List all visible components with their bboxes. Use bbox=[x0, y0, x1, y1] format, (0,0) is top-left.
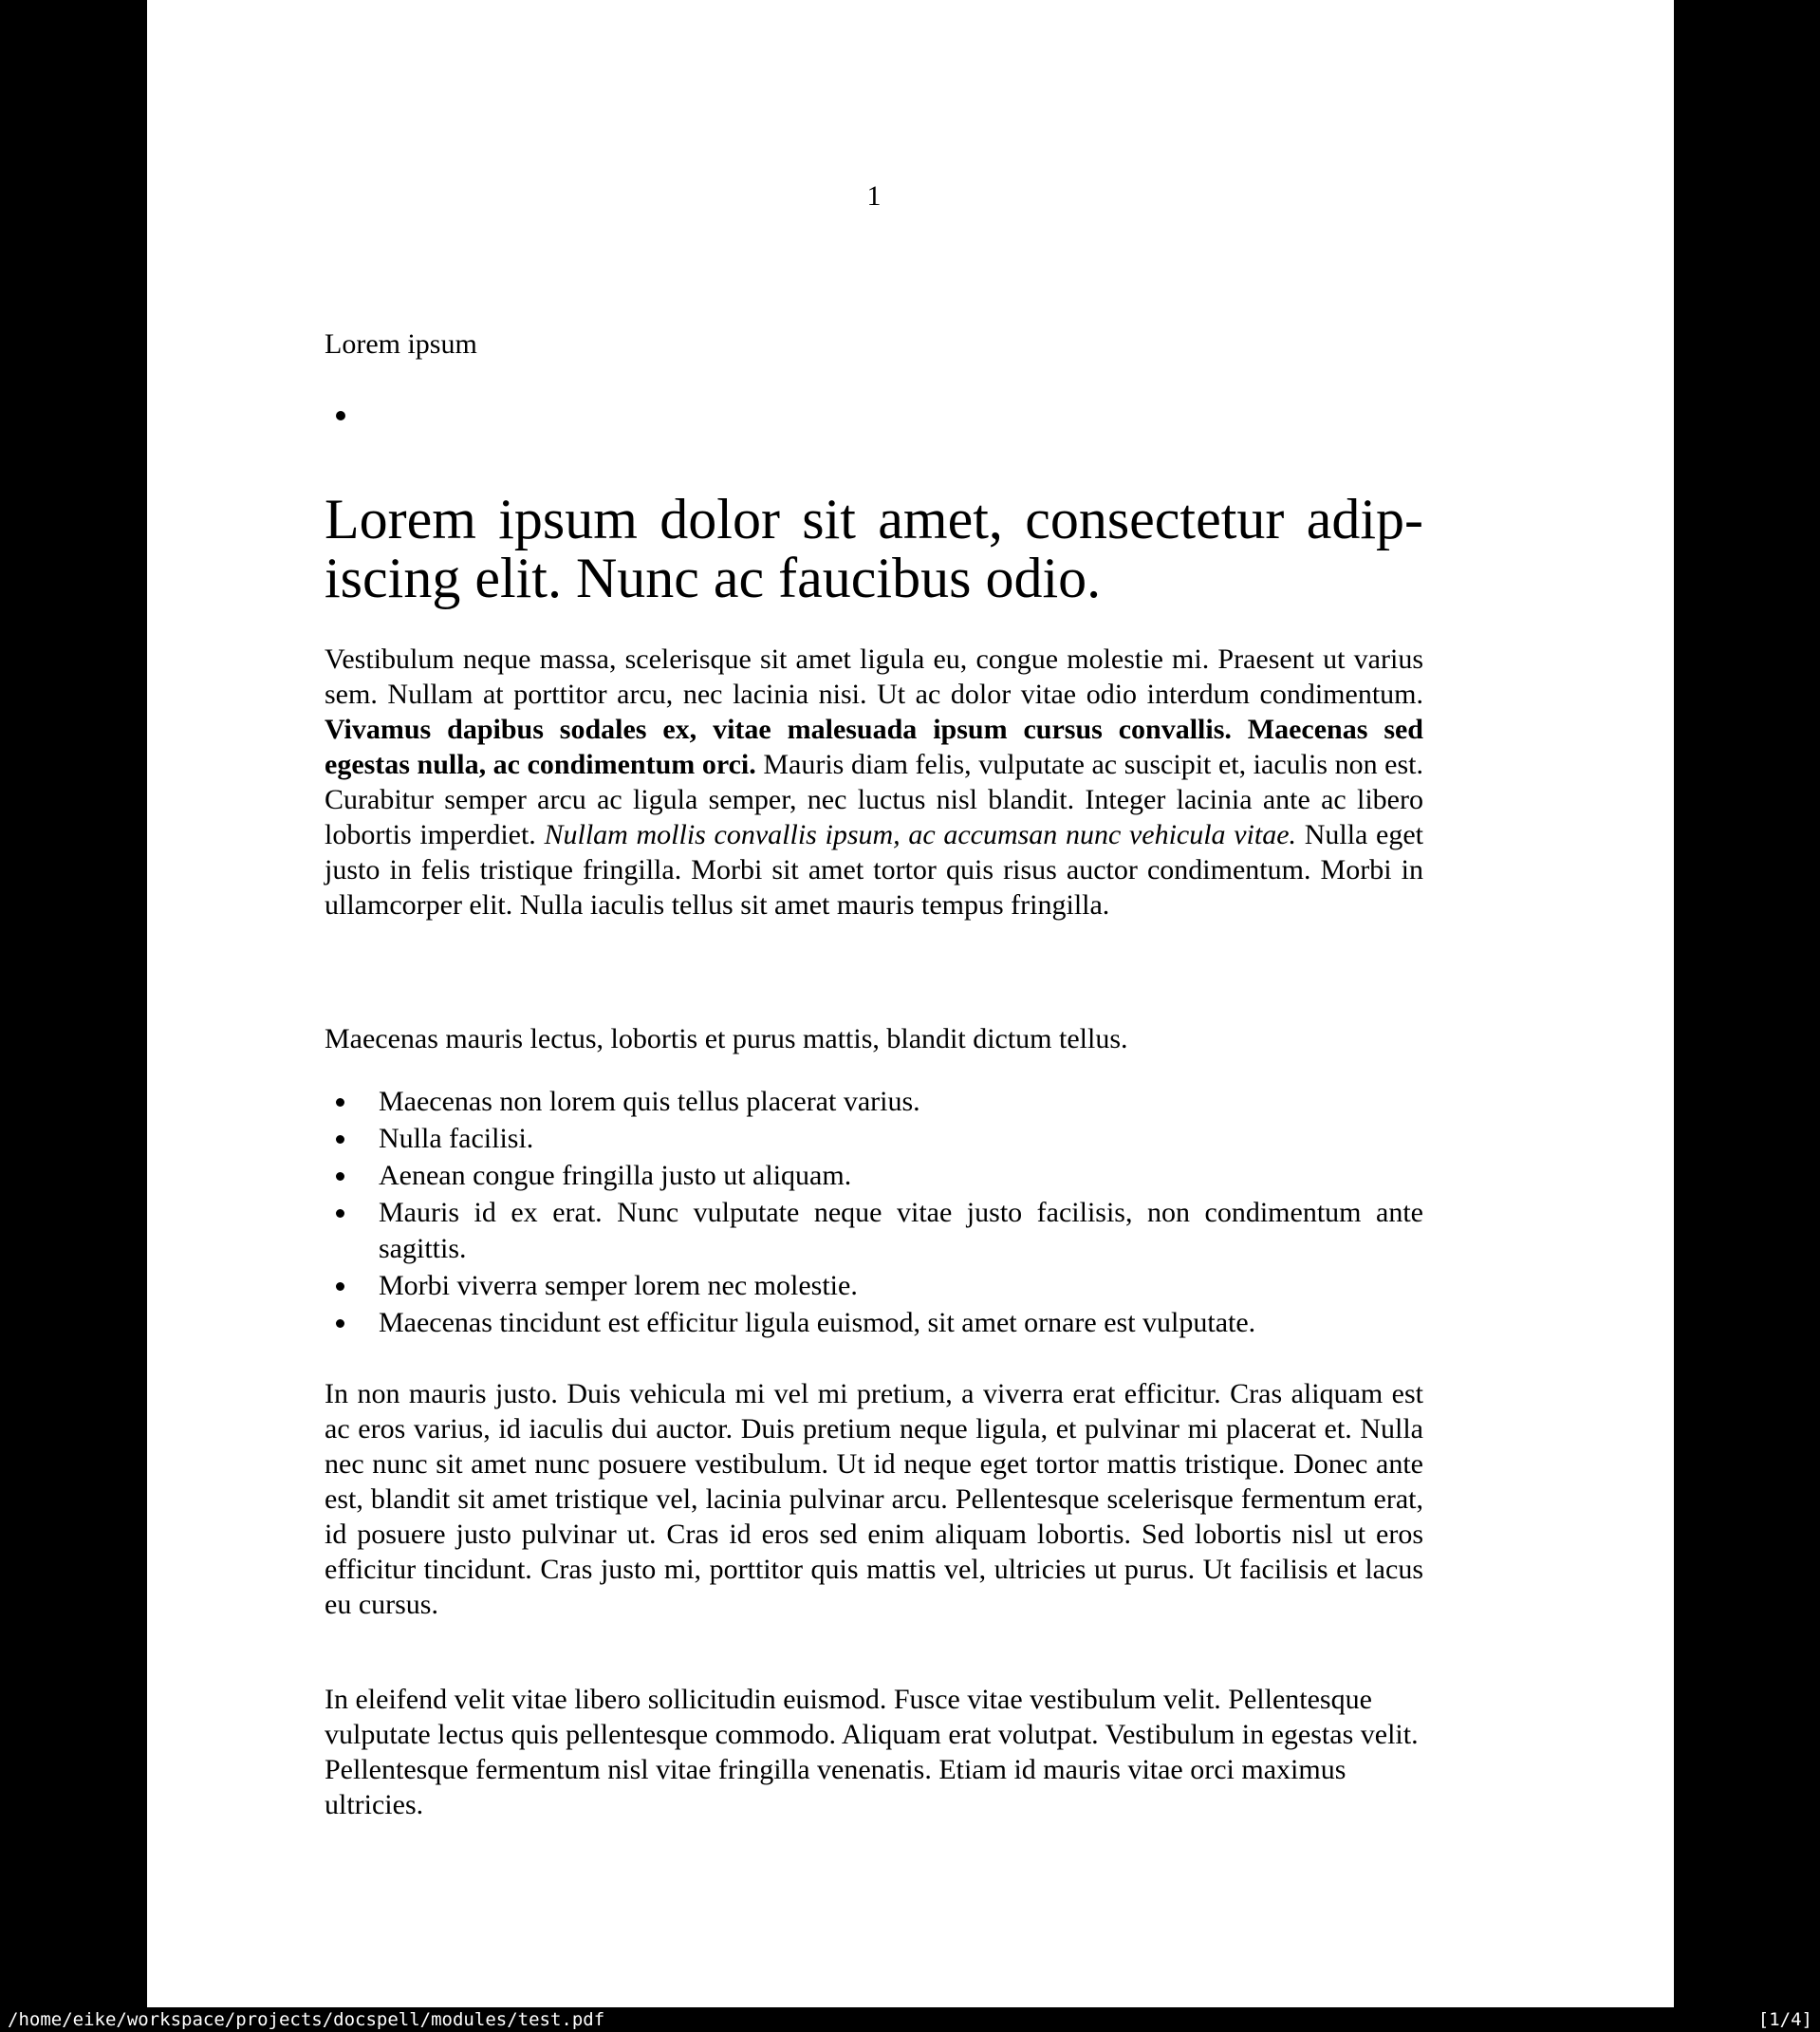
list-item bbox=[325, 1305, 1423, 1341]
pdf-page[interactable] bbox=[147, 0, 1674, 2007]
list-item-text: Maecenas non lorem quis tellus placerat varius. bbox=[379, 1086, 920, 1117]
list-item bbox=[325, 1158, 1423, 1194]
status-bar bbox=[0, 2007, 1820, 2032]
page-number: 1 bbox=[866, 180, 882, 212]
bullet-icon bbox=[336, 1209, 344, 1218]
paragraph-4: In eleifend velit vitae libero sollicitudin euismod. Fusce vitae vestibulum velit. Pellentesque vulputate lectus quis pellentesque commodo. Aliquam erat volutpat. Vestibulum in egestas velit. Pellentesque fermentum nisl vitae fringilla venenatis. Etiam id mauris vitae orci maximus ultricies. bbox=[325, 1684, 1419, 1820]
document-title bbox=[325, 490, 1423, 607]
bullet-icon bbox=[336, 1172, 344, 1181]
list-item-text: Morbi viverra semper lorem nec molestie. bbox=[379, 1270, 858, 1301]
bullet-icon bbox=[336, 1282, 344, 1291]
paragraph-3: In non mauris justo. Duis vehicula mi vel mi pretium, a viverra erat efficitur. Cras aliquam est ac eros varius, id iaculis dui auctor. Duis pretium neque ligula, et pulvinar mi placerat et. Nulla nec nunc sit amet nunc posuere vestibulum. Ut id neque eget tortor mattis tristique. Donec ante est, blandit sit amet tristique vel, lacinia pulvinar arcu. Pellentesque scelerisque fermentum erat, id posuere justo pulvinar ut. Cras id eros sed enim aliquam lobortis. Sed lobortis nisl ut eros efficitur tincidunt. Cras justo mi, porttitor quis mattis vel, ultricies ut purus. Ut facilisis et lacus eu cursus. bbox=[325, 1378, 1423, 1620]
bullet-icon bbox=[336, 1319, 344, 1328]
list-item-text: Aenean congue fringilla justo ut aliquam. bbox=[379, 1160, 852, 1191]
list-item bbox=[325, 1268, 1423, 1304]
list-item bbox=[325, 1195, 1423, 1267]
list-item bbox=[325, 1084, 1423, 1120]
list-item-text: Nulla facilisi. bbox=[379, 1123, 534, 1154]
bullet-icon bbox=[336, 411, 345, 420]
bullet-icon bbox=[336, 1098, 344, 1107]
file-path: /home/eike/workspace/projects/docspell/modules/test.pdf bbox=[8, 2009, 605, 2030]
title-line-2: iscing elit. Nunc ac faucibus odio. bbox=[325, 547, 1102, 609]
paragraph-bold-text: Vivamus dapibus sodales ex, vitae malesuada ipsum cursus convallis. Maecenas sed egestas nulla, ac condimentum orci. bbox=[325, 714, 1423, 780]
bullet-icon bbox=[336, 1135, 344, 1144]
paragraph-text: Nulla eget justo in felis tristique fringilla. Morbi sit amet tortor quis risus auctor condimentum. Morbi in ullamcorper elit. Nulla iaculis tellus sit amet mauris tempus fringilla. bbox=[325, 819, 1424, 921]
paragraph-1 bbox=[325, 642, 1423, 923]
paragraph-italic-text: Nullam mollis convallis ipsum, ac accumsan nunc vehicula vitae. bbox=[544, 819, 1297, 850]
paragraph-text: Mauris diam felis, vulputate ac suscipit et, iaculis non est. Curabitur semper arcu ac ligula semper, nec luctus nisl blandit. Integer lacinia ante ac libero lobortis imperdiet. bbox=[325, 749, 1423, 850]
list-item bbox=[325, 1121, 1423, 1157]
intro-text: Lorem ipsum bbox=[325, 328, 477, 360]
page-indicator: [1/4] bbox=[1757, 2009, 1812, 2030]
title-line-1: Lorem ipsum dolor sit amet, consectetur adip- bbox=[325, 488, 1423, 550]
list-item-text: Maecenas tincidunt est efficitur ligula euismod, sit amet ornare est vulputate. bbox=[379, 1307, 1256, 1338]
bullet-list bbox=[325, 1084, 1423, 1342]
paragraph-text: Vestibulum neque massa, scelerisque sit amet ligula eu, congue molestie mi. Praesent ut varius sem. Nullam at porttitor arcu, nec lacinia nisi. Ut ac dolor vitae odio interdum condimentum. bbox=[325, 643, 1423, 710]
paragraph-2: Maecenas mauris lectus, lobortis et purus mattis, blandit dictum tellus. bbox=[325, 1023, 1128, 1054]
list-item-text: Mauris id ex erat. Nunc vulputate neque vitae justo facilisis, non condimentum ante sagittis. bbox=[379, 1197, 1423, 1264]
